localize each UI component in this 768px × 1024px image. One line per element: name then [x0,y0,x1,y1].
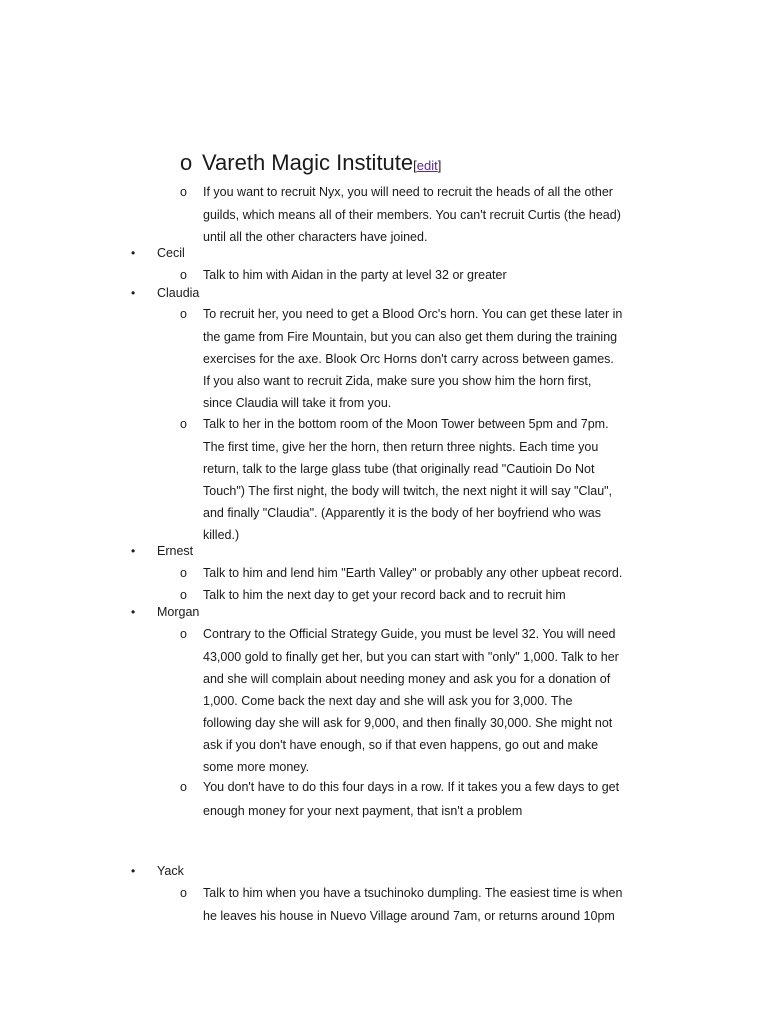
note-line: killed.) [203,528,240,542]
note-line: 43,000 gold to finally get her, but you can start with "only" 1,000. Talk to her [203,650,619,664]
sub-bullet: o [180,417,187,431]
character-name-claudia: Claudia [157,286,200,300]
note-line: the game from Fire Mountain, but you can also get them during the training [203,330,618,344]
note-line: Touch") The first night, the body will twitch, the next night it will say "Clau", [203,484,613,498]
list-bullet: • [131,544,136,558]
heading-bullet: o [180,150,193,175]
note-line: If you also want to recruit Zida, make sure you show him the horn first, [203,374,592,388]
edit-bracket-close: ] [437,158,442,173]
note-line: and finally "Claudia". (Apparently it is the body of her boyfriend who was [203,506,601,520]
note-line: The first time, give her the horn, then return three nights. Each time you [203,440,599,454]
note-line: and she will complain about needing money and ask you for a donation of [203,672,611,686]
character-name-cecil: Cecil [157,246,185,260]
note-line: return, talk to the large glass tube (that originally read "Cautioin Do Not [203,462,595,476]
character-name-morgan: Morgan [157,605,200,619]
note-line: ask if you don't have enough, so if that even happens, go out and make [203,738,599,752]
note-line: some more money. [203,760,310,774]
sub-bullet: o [180,627,187,641]
note-line: Talk to him the next day to get your record back and to recruit him [203,588,566,602]
note-line: until all the other characters have joined. [203,230,428,244]
sub-bullet: o [180,780,187,794]
note-line: guilds, which means all of their members. You can't recruit Curtis (the head) [203,208,621,222]
note-line: following day she will ask for 9,000, and then finally 30,000. She might not [203,716,613,730]
note-line: he leaves his house in Nuevo Village around 7am, or returns around 10pm [203,909,615,923]
sub-bullet: o [180,886,187,900]
character-name-ernest: Ernest [157,544,194,558]
character-name-yack: Yack [157,864,184,878]
list-bullet: • [131,864,136,878]
note-line: Talk to her in the bottom room of the Moon Tower between 5pm and 7pm. [203,417,609,431]
list-bullet: • [131,286,136,300]
sub-bullet: o [180,588,187,602]
sub-bullet: o [180,268,187,282]
note-line: If you want to recruit Nyx, you will need to recruit the heads of all the other [203,185,613,199]
note-line: since Claudia will take it from you. [203,396,392,410]
note-line: Contrary to the Official Strategy Guide, you must be level 32. You will need [203,627,616,641]
section-title: Vareth Magic Institute [202,150,414,175]
sub-bullet: o [180,307,187,321]
note-line: Talk to him when you have a tsuchinoko dumpling. The easiest time is when [203,886,623,900]
sub-bullet: o [180,185,187,199]
note-line: 1,000. Come back the next day and she will ask you for 3,000. The [203,694,573,708]
note-line: You don't have to do this four days in a row. If it takes you a few days to get [203,780,620,794]
note-line: Talk to him with Aidan in the party at level 32 or greater [203,268,507,282]
note-line: exercises for the axe. Blook Orc Horns don't carry across between games. [203,352,614,366]
section-heading [180,150,441,176]
note-line: enough money for your next payment, that isn't a problem [203,804,523,818]
note-line: Talk to him and lend him "Earth Valley" or probably any other upbeat record. [203,566,623,580]
edit-bracket-open: [ [413,158,417,173]
list-bullet: • [131,246,136,260]
sub-bullet: o [180,566,187,580]
list-bullet: • [131,605,136,619]
note-line: To recruit her, you need to get a Blood Orc's horn. You can get these later in [203,307,623,321]
edit-link[interactable]: edit [416,158,438,173]
